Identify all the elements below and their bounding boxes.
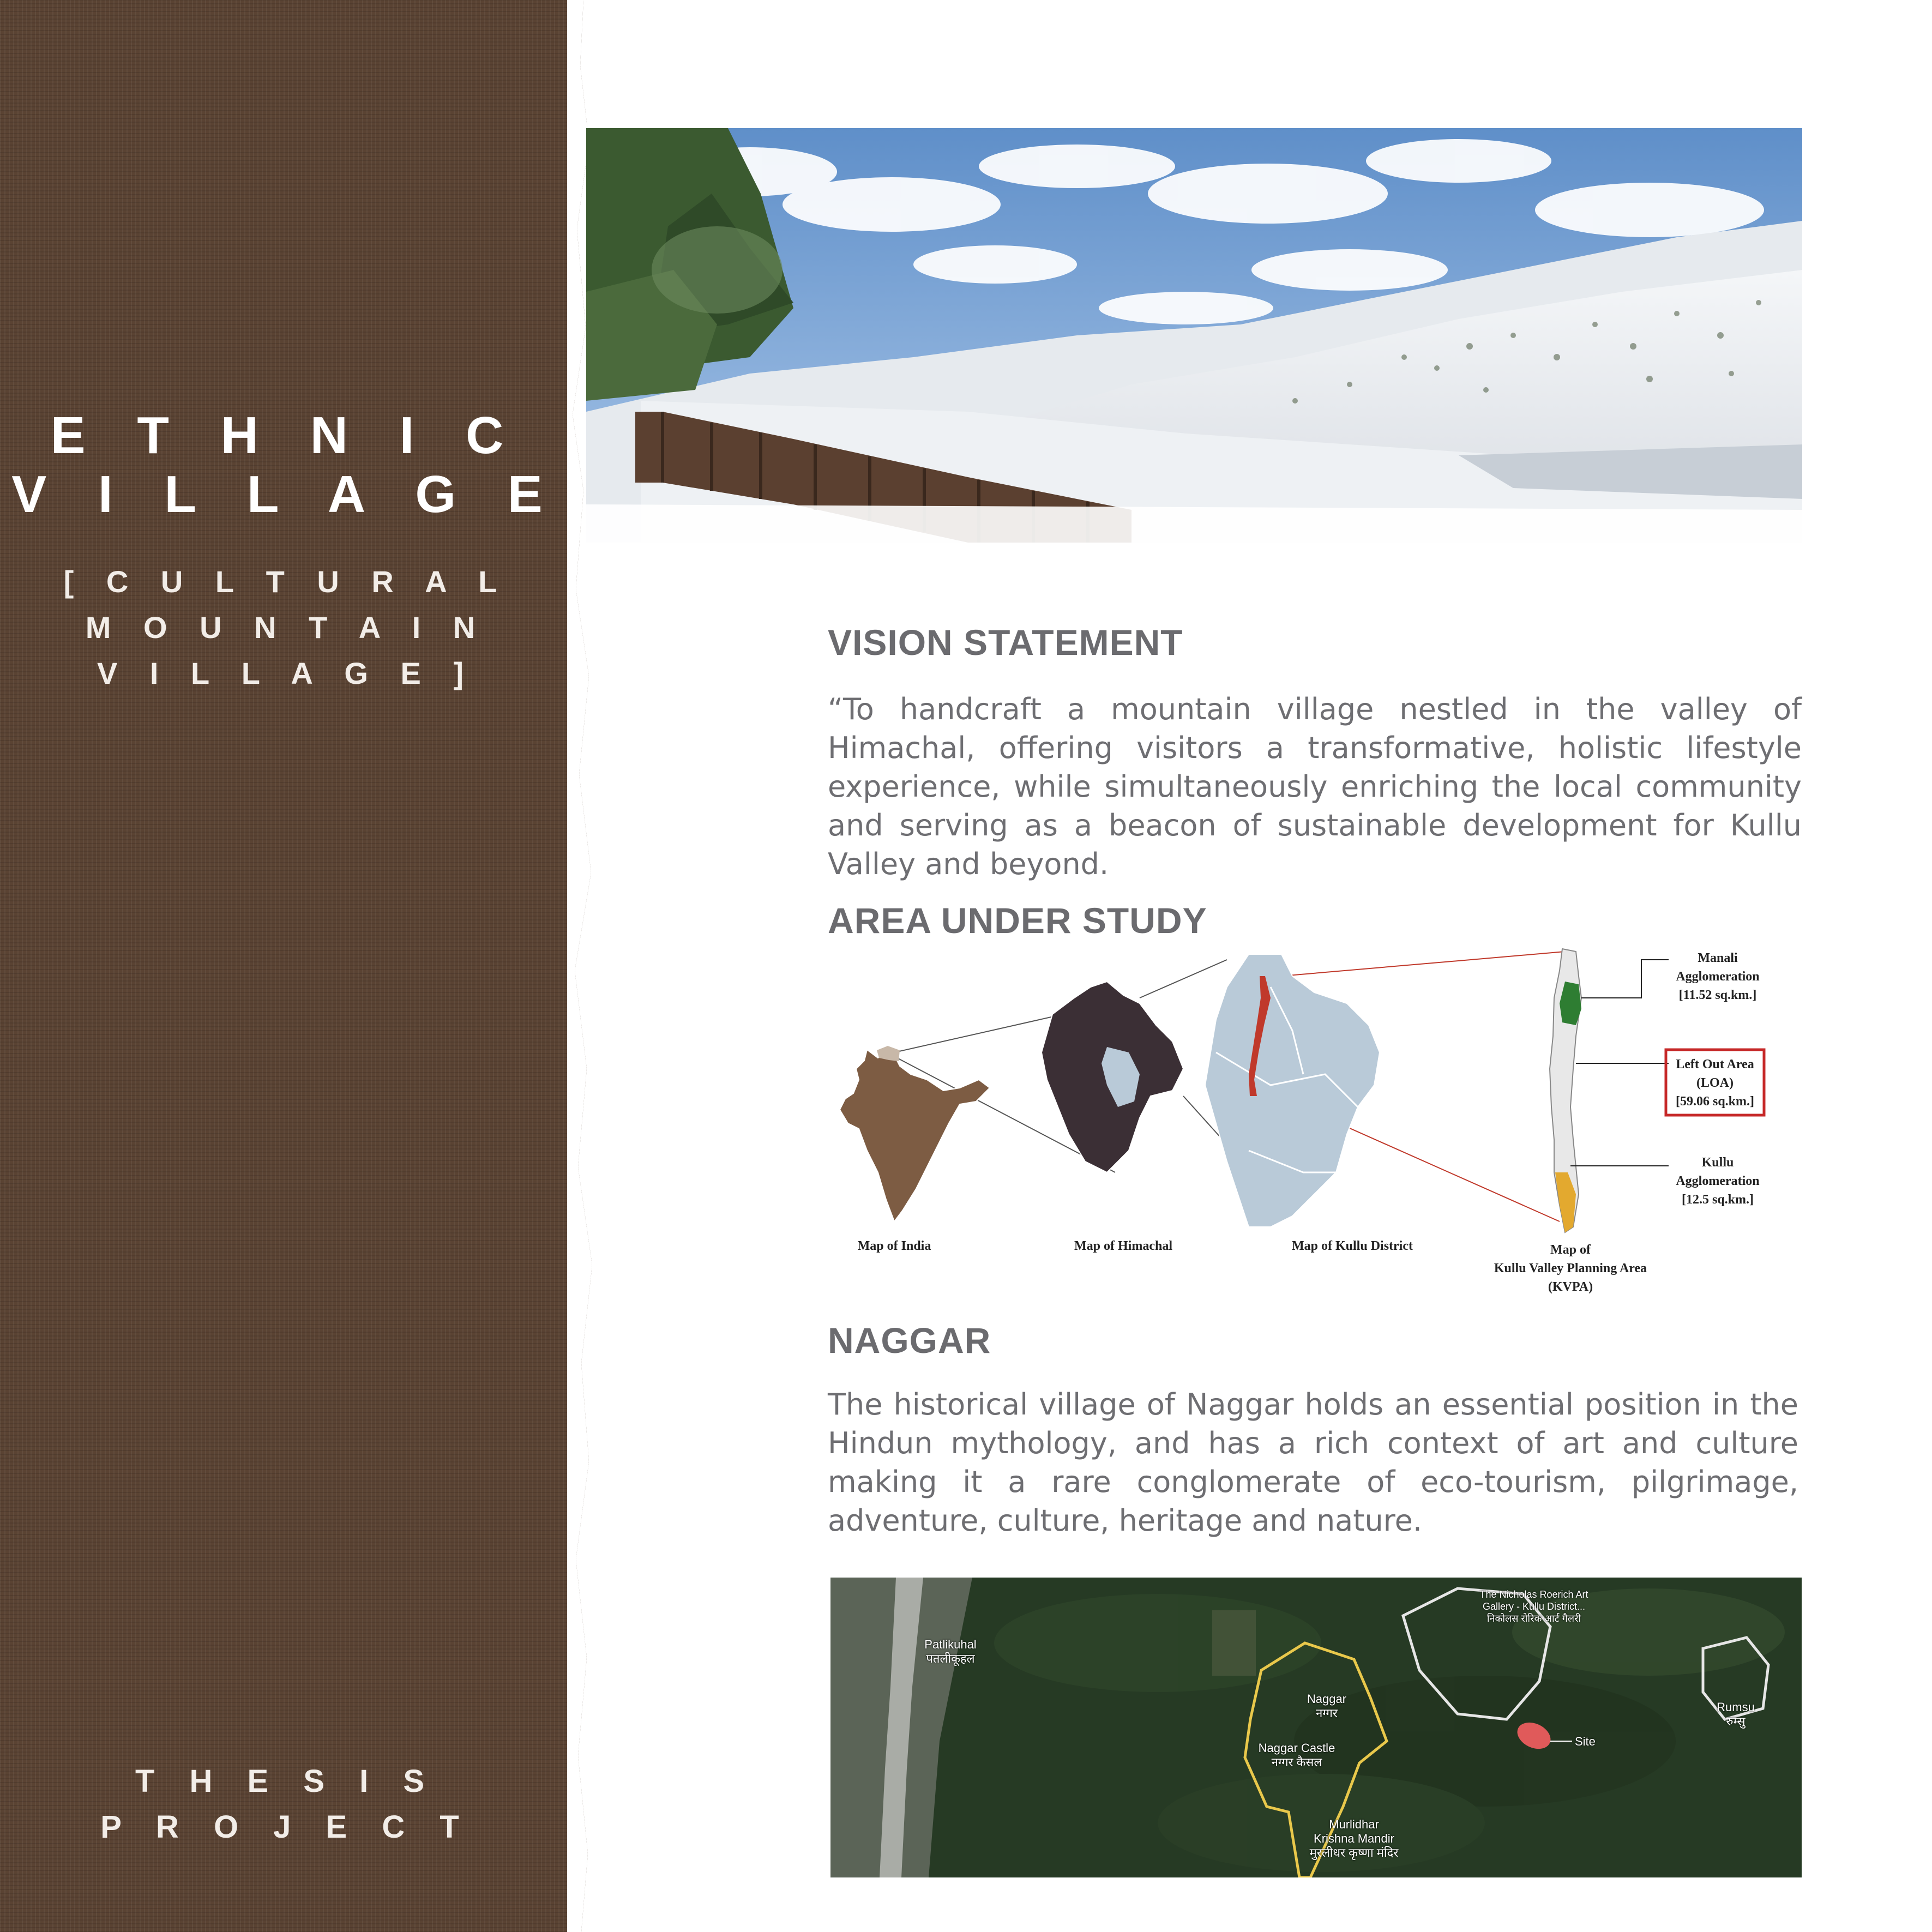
caption-kullu: Map of Kullu District: [1292, 1239, 1413, 1253]
legend-manali-line-2: Agglomeration: [1676, 970, 1760, 984]
subtitle-line-3: V I L L A G E ]: [97, 656, 476, 690]
legend-manali-line-1: Manali: [1698, 951, 1738, 965]
legend-loa-line-3: [59.06 sq.km.]: [1675, 1094, 1754, 1109]
label-rumsu: [1708, 1700, 1763, 1729]
kvpa-map: [1550, 949, 1581, 1232]
naggar-text: The historical village of Naggar holds an essential position in the Hindun mythology, and has a rich context of art and culture making it a rare conglomerate of eco-tourism, pilgrimage, adventure, culture, heritage and nature.: [828, 1387, 1798, 1538]
legend-loa: [1666, 1055, 1764, 1111]
caption-kvpa-line-2: Kullu Valley Planning Area: [1494, 1261, 1647, 1275]
project-title: [0, 406, 573, 524]
label-naggar-castle: [1250, 1741, 1343, 1770]
subtitle-line-1: [ C U L T U R A L: [63, 564, 509, 599]
project-subtitle: [0, 559, 573, 696]
vision-heading: VISION STATEMENT: [828, 622, 1183, 663]
title-line-2: V I L L A G E: [11, 465, 561, 523]
india-map-shape: [840, 1050, 990, 1221]
hero-landscape-image: [586, 128, 1802, 543]
legend-loa-line-2: (LOA): [1696, 1076, 1734, 1090]
naggar-heading: NAGGAR: [828, 1320, 991, 1361]
label-roerich-hi: निकोलस रोरिक आर्ट गैलरी: [1486, 1613, 1581, 1624]
caption-kvpa-line-1: Map of: [1550, 1243, 1591, 1257]
legend-kullu-line-2: Agglomeration: [1676, 1174, 1760, 1188]
legend-manali-line-3: [11.52 sq.km.]: [1678, 988, 1757, 1002]
title-panel: [0, 0, 611, 1932]
subtitle-line-2: M O U N T A I N: [85, 610, 487, 645]
label-murlidhar-hi: मुरलीधर कृष्णा मंदिर: [1309, 1846, 1399, 1859]
area-maps-diagram: [834, 943, 1805, 1303]
legend-manali: [1663, 949, 1772, 1004]
label-naggar: [1294, 1692, 1359, 1720]
thesis-line-1: T H E S I S: [135, 1764, 438, 1799]
label-rumsu-hi: रुम्सु: [1726, 1714, 1746, 1728]
label-murlidhar-line-1: Murlidhar: [1329, 1817, 1379, 1831]
caption-himachal: Map of Himachal: [1074, 1239, 1172, 1253]
label-murlidhar: [1299, 1817, 1409, 1860]
caption-india: Map of India: [857, 1239, 931, 1253]
label-roerich-line-1: The Nicholas Roerich Art: [1479, 1589, 1588, 1600]
legend-kullu-line-1: Kullu: [1701, 1155, 1734, 1170]
legend-leaders: [1570, 960, 1669, 1166]
vision-text: “To handcraft a mountain village nestled in the valley of Himachal, offering visitors a transformative, holistic lifestyle experience, while simultaneously enriching the local community and serving as a beacon of sustainable development for Kullu Valley and beyond.: [828, 692, 1802, 881]
label-roerich-line-2: Gallery - Kullu District...: [1482, 1601, 1586, 1612]
legend-kullu-line-3: [12.5 sq.km.]: [1681, 1193, 1754, 1207]
label-patlikuhal-en: Patlikuhal: [924, 1638, 977, 1651]
label-murlidhar-line-2: Krishna Mandir: [1314, 1832, 1394, 1845]
label-rumsu-en: Rumsu: [1717, 1700, 1755, 1714]
label-naggar-en: Naggar: [1307, 1692, 1347, 1706]
area-heading: AREA UNDER STUDY: [828, 900, 1207, 941]
kullu-district-map: [1205, 954, 1380, 1227]
label-patlikuhal: [912, 1638, 989, 1666]
thesis-label: [0, 1759, 573, 1850]
label-roerich-gallery: [1458, 1588, 1610, 1624]
label-naggar-castle-en: Naggar Castle: [1258, 1741, 1335, 1755]
caption-kvpa-line-3: (KVPA): [1548, 1280, 1593, 1294]
title-line-1: E T H N I C: [50, 406, 522, 465]
label-patlikuhal-hi: पतलीकूहल: [926, 1652, 975, 1665]
legend-kullu: [1663, 1153, 1772, 1209]
naggar-satellite-map: [830, 1578, 1802, 1877]
snow-valley-illustration: [586, 128, 1802, 543]
caption-kvpa: [1467, 1241, 1674, 1296]
thesis-line-2: P R O J E C T: [100, 1809, 472, 1845]
label-site: Site: [1575, 1735, 1596, 1748]
label-naggar-hi: नग्गर: [1316, 1706, 1338, 1720]
label-naggar-castle-hi: नग्गर कैसल: [1271, 1755, 1322, 1769]
legend-loa-line-1: Left Out Area: [1676, 1057, 1754, 1072]
